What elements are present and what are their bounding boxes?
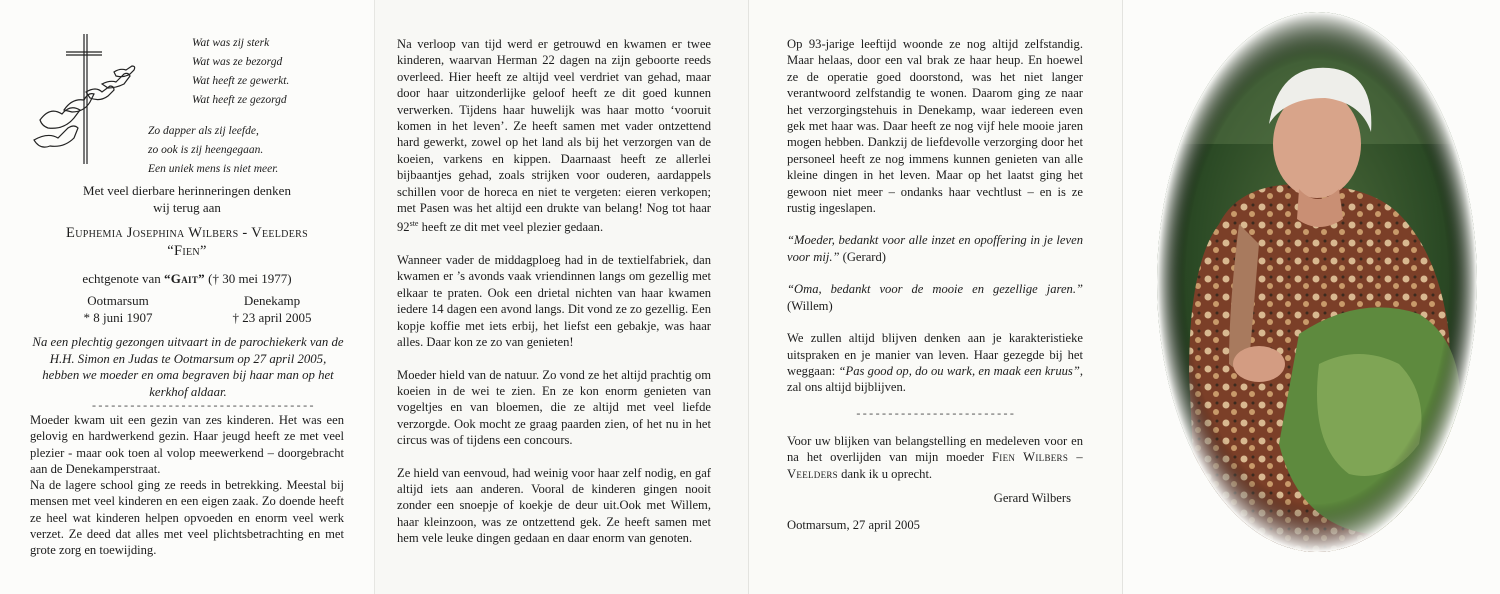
poem-line: Wat heeft ze gewerkt.	[192, 75, 290, 87]
poem-top	[192, 34, 289, 110]
story-paragraph	[397, 36, 711, 236]
spouse-line	[20, 270, 354, 287]
portrait-photo	[1149, 4, 1485, 564]
saying-text: , zal ons altijd bijblijven.	[787, 363, 1083, 395]
deceased-nickname: “Fien”	[167, 243, 207, 259]
memory-line: Met veel dierbare herinneringen denken	[83, 183, 291, 198]
spouse-name: “Gait”	[164, 271, 205, 286]
memory-line: wij terug aan	[153, 200, 221, 215]
thanks-paragraph	[787, 433, 1083, 482]
quote-willem	[787, 281, 1083, 314]
quote-gerard	[787, 232, 1083, 265]
quote-author: (Gerard)	[842, 249, 886, 264]
story-text: Na verloop van tijd werd er getrouwd en kwamen er twee kinderen, waarvan Herman 22 dagen na zijn geboorte reeds overleed. Hier heeft ze altijd veel verdriet van gehad, maar door haar uitzonderlijke geloof heeft ze dit goed kunnen verwerken. Tijdens haar huwelijk was haar motto ‘vooruit komen in het leven’. Ze heeft samen met vader ontzettend hard gewerkt, zowel op het land als bij het verzorgen van de koeien, varkens en kippen. Daarnaast heeft ze allerlei bijbaantjes gehad, zoals strijken voor ouderen, aardappels schillen voor de horeca en niet te vergeten: eieren verkopen; met Pasen was het altijd een drukte van belang! Nog tot haar 92	[397, 37, 711, 235]
spouse-prefix: echtgenote van	[82, 271, 161, 286]
story-part-2	[397, 36, 711, 547]
story-part-3	[787, 36, 1083, 534]
quote-author: (Willem)	[787, 298, 833, 313]
funeral-note: Na een plechtig gezongen uitvaart in de parochiekerk van de H.H. Simon en Judas te Ootmarsum op 27 april 2005, hebben we moeder en oma begraven bij haar man op het kerkhof aldaar.	[32, 335, 344, 399]
panel-photo	[1122, 0, 1500, 594]
ordinal-suffix: ste	[409, 219, 419, 229]
divider: - - - - - - - - - - - - - - - - - - - - - - - - - - - - - - - - - - -	[92, 398, 314, 412]
place-date: Ootmarsum, 27 april 2005	[787, 517, 920, 532]
story-paragraph: Ze hield van eenvoud, had weinig voor haar zelf nodig, en gaf altijd iets aan anderen. Vooral de kinderen gingen nooit zonder een snoepje of koekje de deur uit.Ook met Willem, haar kleinzoon, was ze ontzettend gek. Ze heeft samen met hem vele leuke dingen gedaan en daar enorm van genoten.	[397, 465, 711, 546]
cross-doves-icon	[28, 32, 148, 167]
saying-paragraph	[787, 330, 1083, 396]
poem-line: zo ook is zij heengegaan.	[148, 144, 264, 156]
spouse-death: († 30 mei 1977)	[208, 271, 292, 286]
poem-line: Wat was ze bezorgd	[192, 56, 283, 68]
death-date: † 23 april 2005	[232, 310, 312, 325]
death-block	[212, 292, 332, 326]
thanks-text: dank ik u oprecht.	[841, 466, 933, 481]
panel-inner-left	[374, 0, 748, 594]
signature: Gerard Wilbers	[993, 490, 1071, 505]
biography	[30, 412, 344, 559]
poem-line: Wat heeft ze gezorgd	[192, 94, 287, 106]
thanks-name: Fien Wilbers – Veelders	[787, 450, 1083, 481]
birth-block	[58, 292, 178, 326]
story-text: heeft ze dit met veel plezier gedaan.	[418, 220, 604, 235]
panel-inner-right	[748, 0, 1122, 594]
story-paragraph: Op 93-jarige leeftijd woonde ze nog altijd zelfstandig. Maar helaas, door een val brak ze haar heup. En hoewel ze de operatie goed doorstond, was het niet langer verantwoord zelfstandig te wonen. Daarom ging ze naar het verzorgingstehuis in Denekamp, waar iedereen even gek met haar was. Daar heeft ze nog vijf hele mooie jaren mogen hebben. Dankzij de liefdevolle verzorging door het personeel heeft ze nog immens kunnen genieten van alle kleine dingen in het leven. Maar op het laatst ging het gewoon niet meer – ondanks haar vechtlust – en is ze rustig ingeslapen.	[787, 37, 1083, 216]
bio-paragraph: Na de lagere school ging ze reeds in betrekking. Meestal bij mensen met veel kinderen en een eigen zaak. Zo doende heeft ze heel wat kinderen helpen opvoeden en enorm veel werk verzet. Ze deed dat alles met veel plichtsbetrachting en met grote zorg en toewijding.	[30, 478, 344, 558]
bio-paragraph: Moeder kwam uit een gezin van zes kinderen. Het was een gelovig en hardwerkend gezin. Haar jeugd heeft ze met veel plezier - maar ook toen al volop meewerkend – doorgebracht aan de Denekamperstraat.	[30, 413, 344, 476]
divider: - - - - - - - - - - - - - - - - - - - - - - - - -	[856, 405, 1014, 420]
birth-place: Ootmarsum	[87, 293, 149, 308]
memory-intro	[30, 182, 344, 216]
panel-front	[0, 0, 374, 594]
story-paragraph: Moeder hield van de natuur. Zo vond ze het altijd prachtig om koeien in de wei te zien. En ze kon enorm genieten van vogeltjes en van bloemen, die ze altijd met veel liefde verzorgde. Ook mocht ze graag paarden zien, of het nu in het circus was of tijdens een concours.	[397, 367, 711, 448]
poem-line: Zo dapper als zij leefde,	[148, 125, 259, 137]
saying-quote: “Pas good op, do ou wark, en maak een kruus”	[838, 363, 1080, 378]
thanks-text: Voor uw blijken van belangstelling en medeleven voor en na het overlijden van mijn moeder	[787, 433, 1083, 465]
birth-date: * 8 juni 1907	[83, 310, 153, 325]
story-paragraph: Wanneer vader de middagploeg had in de textielfabriek, dan kwamen er ’s avonds vaak vriendinnen langs om gezellig met elkaar te praten. Ook een drietal nichten van haar kwamen iedere 14 dagen een avond langs. Dit vond ze zo gezellig. Een kopje koffie met iets erbij, het liefst een gebakje, was haar alles. Daar kon ze zo van genieten!	[397, 253, 711, 350]
poem-line: Wat was zij sterk	[192, 37, 270, 49]
quote-text: “Moeder, bedankt voor alle inzet en opoffering in je leven voor mij.”	[787, 233, 1083, 264]
poem-line: Een uniek mens is niet meer.	[148, 163, 279, 175]
saying-text: We zullen altijd blijven denken aan je karakteristieke uitspraken en je manier van leven. Haar gezegde bij het weggaan:	[787, 331, 1083, 378]
poem-bottom	[148, 122, 278, 179]
death-place: Denekamp	[243, 293, 301, 308]
deceased-name: Euphemia Josephina Wilbers - Veelders	[66, 225, 308, 241]
quote-text: “Oma, bedankt voor de mooie en gezellige jaren.”	[787, 282, 1083, 297]
